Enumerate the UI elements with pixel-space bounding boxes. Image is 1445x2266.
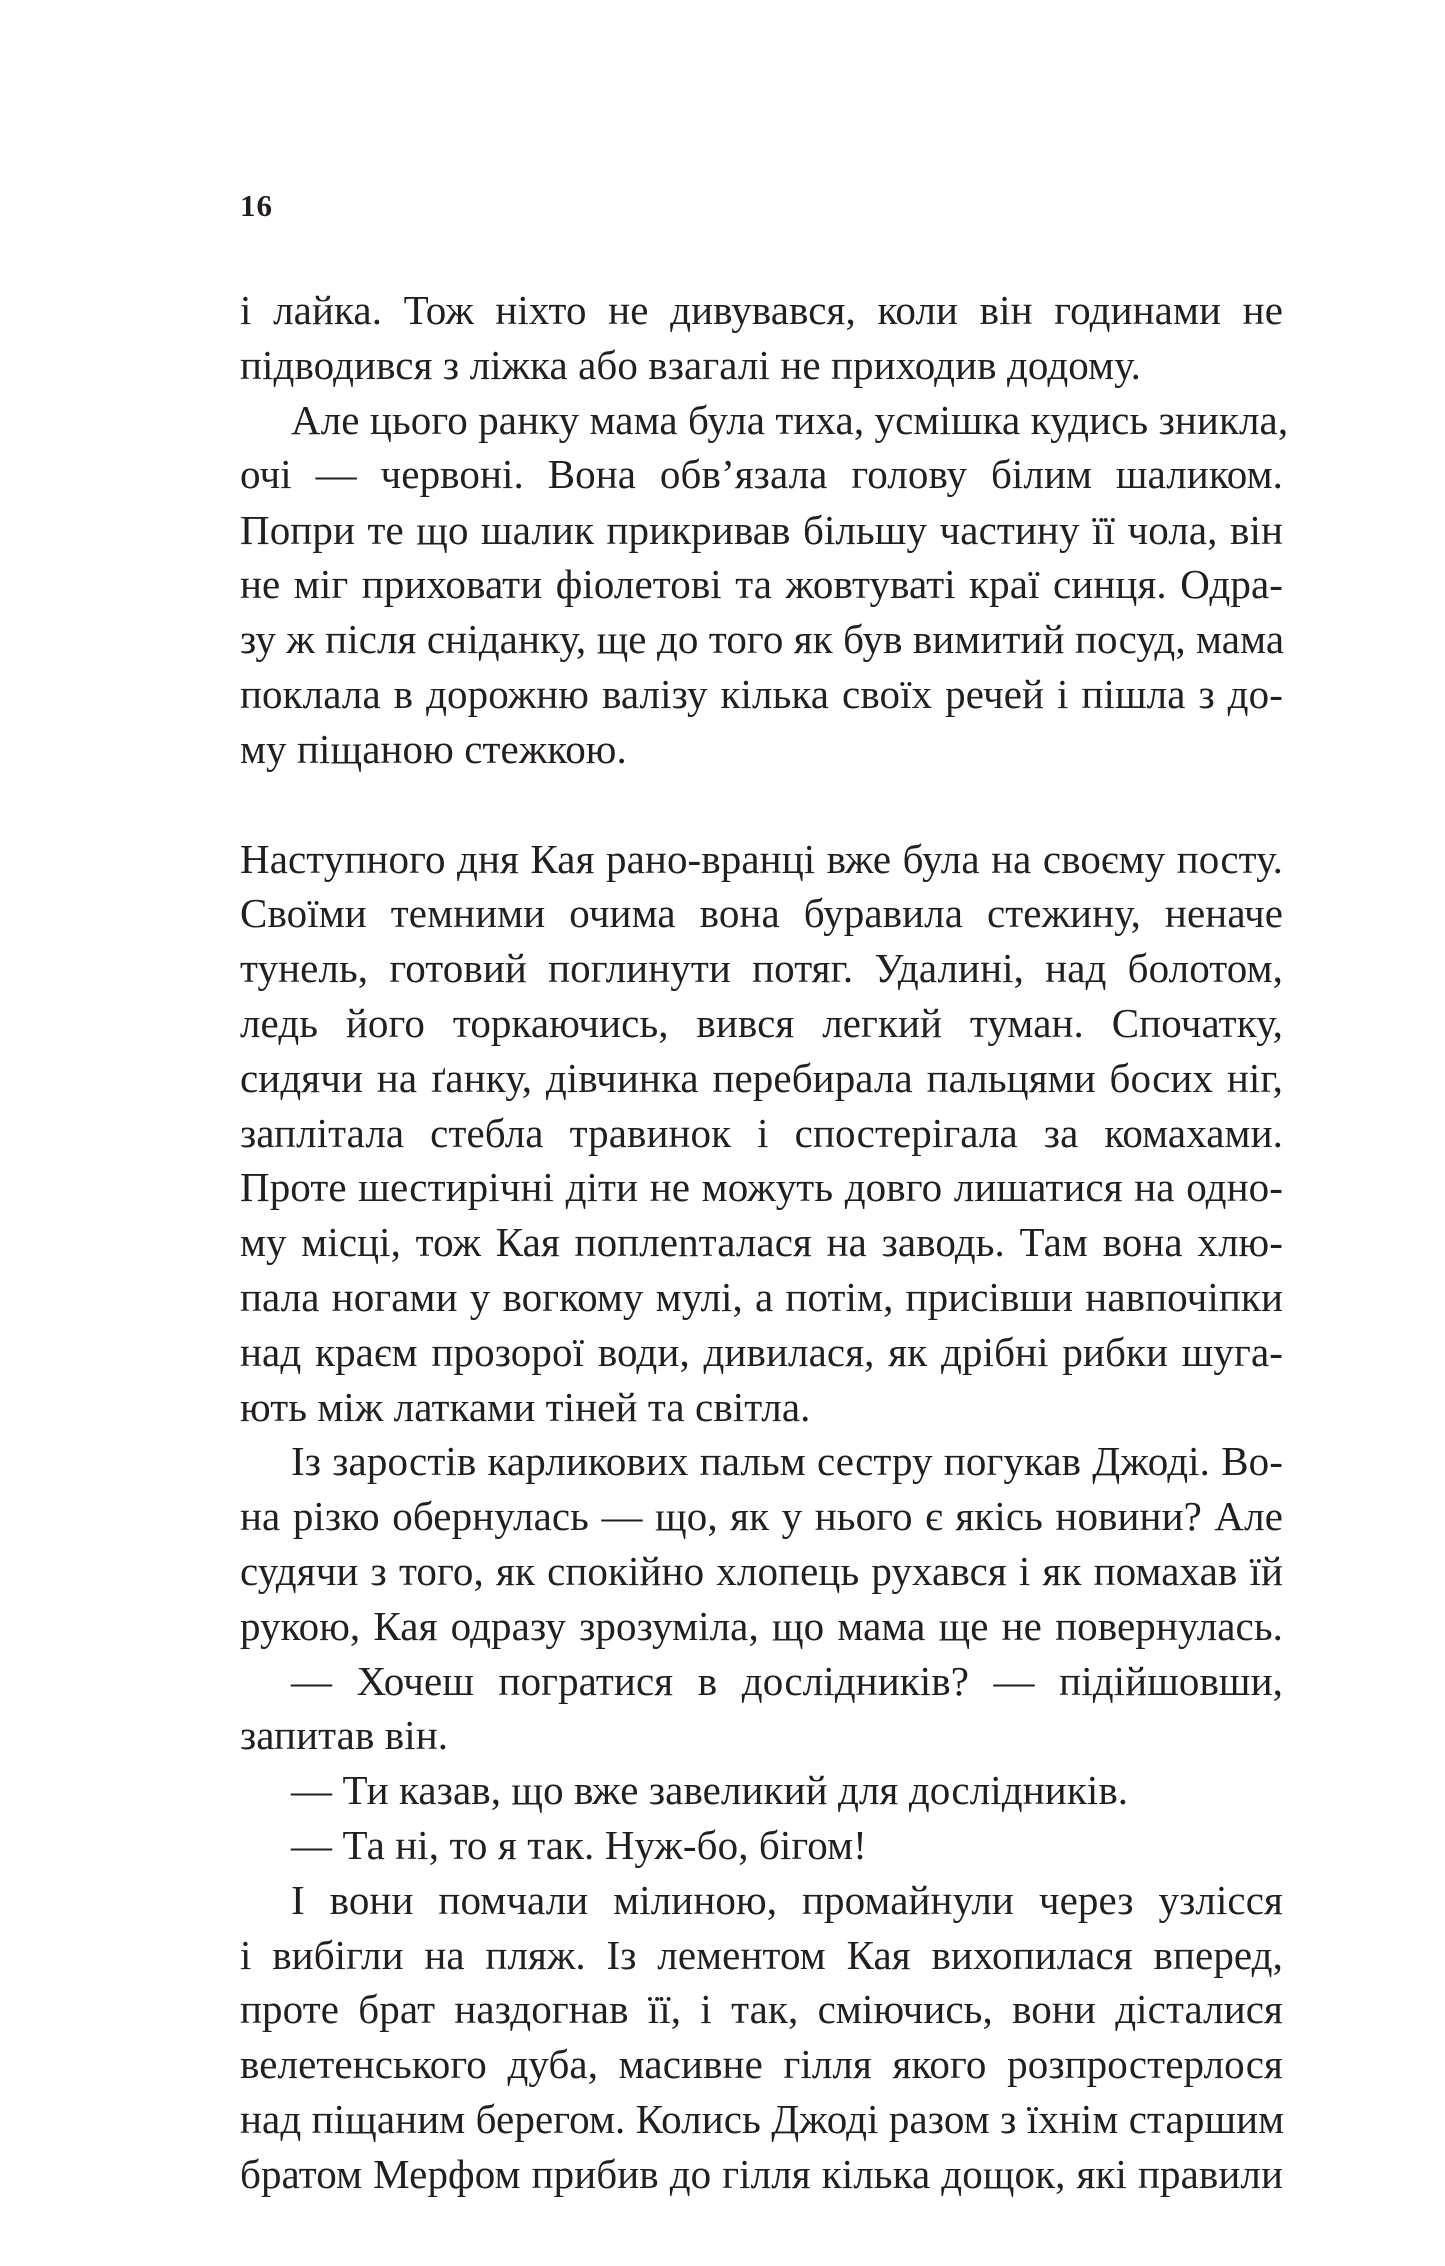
- text-line: му місці, тож Кая поплenталася на заводь. Там вона хлю-: [240, 1219, 1283, 1265]
- text-line: над піщаним берегом. Колись Джоді разом з їхнім старшим: [240, 2096, 1285, 2142]
- text-line: не міг приховати фіолетові та жовтуваті краї синця. Одра-: [240, 561, 1283, 607]
- text-line: тунель, готовий поглинути потяг. Удалині, над болотом,: [240, 945, 1283, 991]
- text-line: підводився з ліжка або взагалі не приходив додому.: [240, 342, 1142, 388]
- text-line: му піщаною стежкою.: [240, 726, 627, 772]
- text-line: пала ногами у вогкому мулі, а потім, присівши навпочіпки: [240, 1274, 1283, 1320]
- text-line: очі — червоні. Вона обв’язала голову білим шаликом.: [240, 451, 1283, 497]
- text-line: над краєм прозорої води, дивилася, як дрібні рибки шуга-: [240, 1329, 1283, 1375]
- text-line: ледь його торкаючись, вився легкий туман. Спочатку,: [240, 1000, 1283, 1046]
- text-line: братом Мерфом прибив до гілля кілька дощок, які правили: [240, 2151, 1283, 2197]
- text-line: велетенського дуба, масивне гілля якого розпростерлося: [240, 2041, 1283, 2087]
- text-line: поклала в дорожню валізу кілька своїх речей і пішла з до-: [240, 671, 1283, 717]
- text-line: Своїми темними очима вона буравила стежину, неначе: [240, 890, 1283, 936]
- dialogue-line: — Та ні, то я так. Нуж-бо, бігом!: [291, 1822, 867, 1868]
- text-line: Але цього ранку мама була тиха, усмішка кудись зникла,: [291, 397, 1289, 443]
- text-line: і вибігли на пляж. Із лементом Кая вихопилася вперед,: [240, 1932, 1283, 1978]
- text-line: на різко обернулась — що, як у нього є якісь новини? Але: [240, 1493, 1283, 1539]
- text-line: Попри те що шалик прикривав більшу частину її чола, він: [240, 507, 1283, 553]
- text-line: судячи з того, як спокійно хлопець рухався і як помахав їй: [240, 1548, 1283, 1594]
- text-line: ють між латками тіней та світла.: [240, 1384, 811, 1430]
- dialogue-line: — Хочеш погратися в дослідників? — підійшовши,: [291, 1658, 1283, 1704]
- text-line: Проте шестирічні діти не можуть довго лишатися на одно-: [240, 1164, 1283, 1210]
- text-line: заплітала стебла травинок і спостерігала за комахами.: [240, 1110, 1283, 1156]
- dialogue-line: — Ти казав, що вже завеликий для дослідників.: [291, 1767, 1129, 1813]
- book-page: [240, 0, 1289, 2266]
- text-line: і лайка. Тож ніхто не дивувався, коли він годинами не: [240, 287, 1283, 333]
- page-number: 16: [240, 188, 273, 223]
- text-line: проте брат наздогнав її, і так, сміючись, вони дісталися: [240, 1986, 1283, 2032]
- text-line: Наступного дня Кая рано-вранці вже була на своєму посту.: [240, 836, 1283, 882]
- text-line: Із заростів карликових пальм сестру погукав Джоді. Во-: [291, 1438, 1283, 1484]
- text-line: рукою, Кая одразу зрозуміла, що мама ще не повернулась.: [240, 1603, 1283, 1649]
- text-line: зу ж після сніданку, ще до того як був вимитий посуд, мама: [240, 616, 1285, 662]
- text-line: запитав він.: [240, 1712, 449, 1758]
- text-line: сидячи на ґанку, дівчинка перебирала пальцями босих ніг,: [240, 1055, 1283, 1101]
- text-line: І вони помчали мілиною, промайнули через узлісся: [291, 1877, 1283, 1923]
